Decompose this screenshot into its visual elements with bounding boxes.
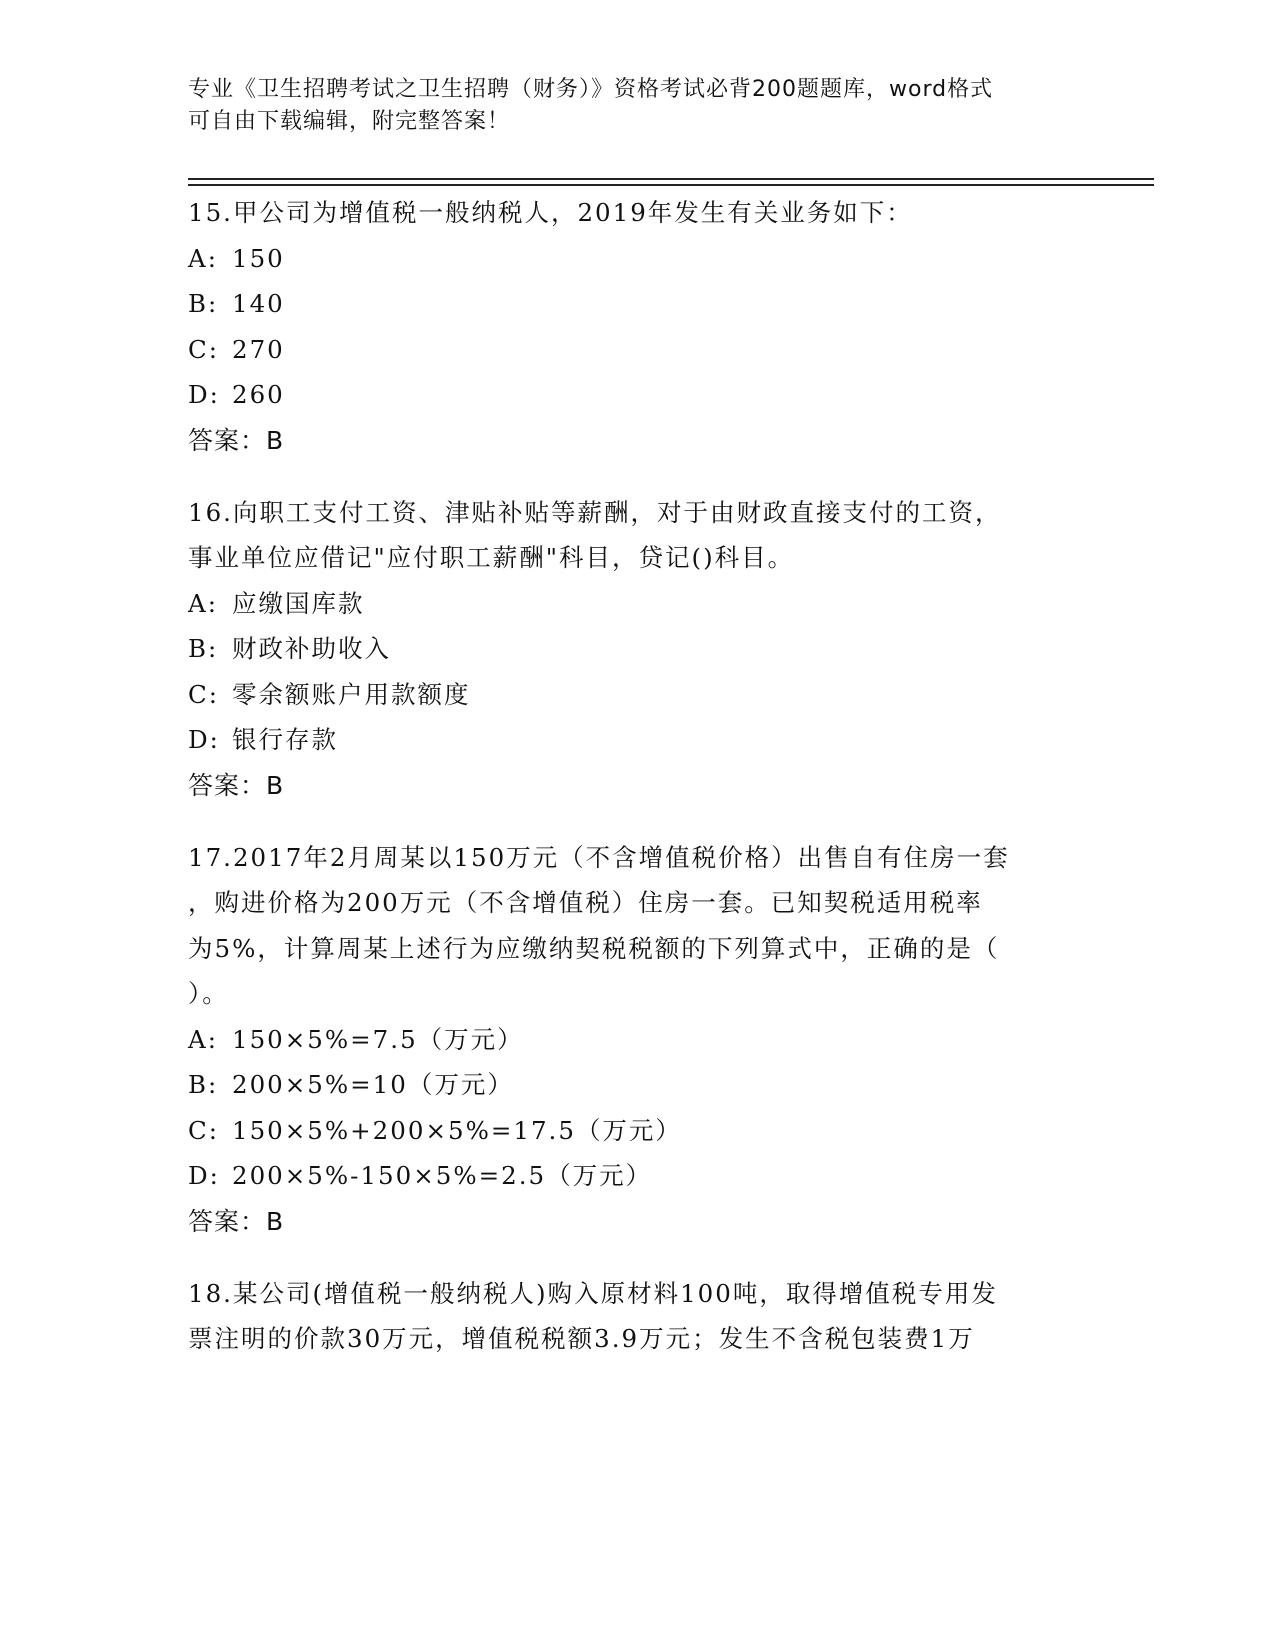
header-line-1: 专业《卫生招聘考试之卫生招聘（财务）》资格考试必背200题题库，word格式 <box>188 77 994 102</box>
document-header <box>188 74 1088 138</box>
question-text: 为5%，计算周某上述行为应缴纳契税税额的下列算式中，正确的是（ <box>188 933 1000 963</box>
option-letter: C: <box>188 334 220 364</box>
option-letter: D: <box>188 380 220 409</box>
option-letter: A: <box>188 243 218 273</box>
option-c <box>188 672 1088 718</box>
answer: 答案：B <box>188 425 285 455</box>
option-text: 应缴国库款 <box>232 588 365 618</box>
option-letter: D: <box>188 1161 220 1190</box>
header-line-2: 可自由下载编辑，附完整答案！ <box>188 109 511 134</box>
question-text: 17.2017年2月周某以150万元（不含增值税价格）出售自有住房一套 <box>188 842 1010 872</box>
option-letter: A: <box>188 588 218 618</box>
option-text: 零余额账户用款额度 <box>232 679 471 709</box>
option-d <box>188 1153 1088 1199</box>
option-text: 150×5%=7.5（万元） <box>232 1024 524 1054</box>
option-letter: B: <box>188 1070 219 1099</box>
option-text: 150 <box>232 243 285 273</box>
option-text: 银行存款 <box>232 725 338 754</box>
option-c <box>188 327 1088 373</box>
question-17 <box>188 835 1088 1245</box>
question-text: 16.向职工支付工资、津贴补贴等薪酬，对于由财政直接支付的工资， <box>188 497 1002 527</box>
option-b <box>188 281 1088 327</box>
option-letter: C: <box>188 679 220 709</box>
option-text: 200×5%=10（万元） <box>232 1070 514 1099</box>
option-text: 200×5%-150×5%=2.5（万元） <box>232 1161 653 1190</box>
option-d <box>188 717 1088 763</box>
answer: 答案：B <box>188 770 285 800</box>
question-text: 15.甲公司为增值税一般纳税人，2019年发生有关业务如下： <box>188 198 913 227</box>
option-letter: B: <box>188 634 219 663</box>
option-d <box>188 372 1088 418</box>
option-text: 财政补助收入 <box>232 634 391 663</box>
option-a <box>188 1017 1088 1063</box>
option-letter: A: <box>188 1024 218 1054</box>
question-list <box>188 190 1088 1388</box>
question-16 <box>188 490 1088 809</box>
question-text: 18.某公司(增值税一般纳税人)购入原材料100吨，取得增值税专用发 <box>188 1278 998 1308</box>
question-text: 票注明的价款30万元，增值税税额3.9万元；发生不含税包装费1万 <box>188 1324 975 1353</box>
option-text: 270 <box>232 334 285 364</box>
question-text: 事业单位应借记"应付职工薪酬"科目，贷记()科目。 <box>188 543 795 572</box>
answer: 答案：B <box>188 1206 285 1236</box>
option-b <box>188 1062 1088 1108</box>
option-c <box>188 1108 1088 1154</box>
option-text: 260 <box>232 380 285 409</box>
question-text: ）。 <box>188 979 229 1008</box>
header-rule-bottom <box>188 184 1154 186</box>
question-15 <box>188 190 1088 464</box>
header-rule-top <box>188 178 1154 180</box>
option-letter: B: <box>188 289 219 318</box>
option-letter: D: <box>188 725 220 754</box>
option-text: 150×5%+200×5%=17.5（万元） <box>232 1115 682 1145</box>
question-text: ，购进价格为200万元（不含增值税）住房一套。已知契税适用税率 <box>188 888 983 917</box>
option-text: 140 <box>232 289 285 318</box>
question-18 <box>188 1271 1088 1362</box>
option-b <box>188 626 1088 672</box>
option-a <box>188 581 1088 627</box>
option-a <box>188 236 1088 282</box>
option-letter: C: <box>188 1115 220 1145</box>
